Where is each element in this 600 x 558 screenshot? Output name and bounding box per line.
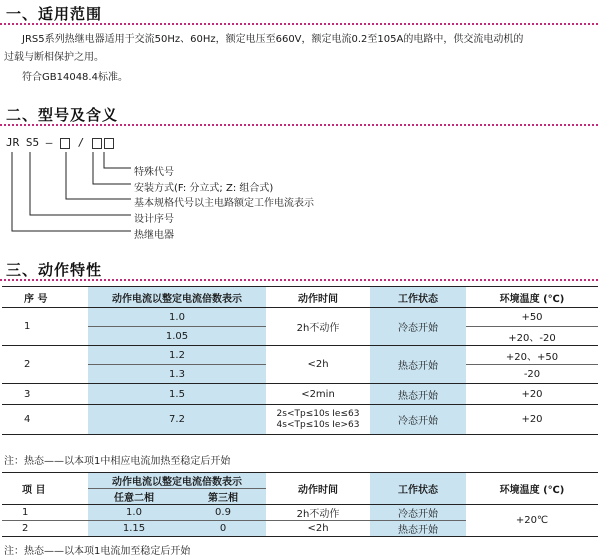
- table-cell: 4s<Tp≤10s Ie>63: [276, 419, 360, 430]
- table-cell: 2h不动作: [296, 509, 340, 520]
- table-cell: <2min: [301, 388, 335, 400]
- table-cell: 2: [22, 523, 29, 534]
- model-label-special-code: 特殊代号: [134, 167, 174, 178]
- model-label-mounting: 安装方式(F: 分立式; Z: 组合式): [134, 183, 274, 194]
- table-cell: <2h: [307, 523, 329, 534]
- table-cell: 1.2: [88, 346, 266, 365]
- col-header-temp: 环境温度 (℃): [466, 473, 598, 505]
- col-header-no: 序 号: [2, 287, 88, 308]
- table-note: 注：热态——以本项1电流加至稳定后开始: [4, 546, 191, 557]
- table-cell: +20℃: [466, 505, 598, 537]
- model-prefix: JR S5 —: [6, 136, 53, 149]
- table-cell: +50: [466, 308, 598, 327]
- table-cell: 冷态开始: [370, 308, 466, 346]
- table-cell: +20: [521, 388, 543, 400]
- col-header-multiple: 动作电流以整定电流倍数表示: [88, 473, 266, 489]
- table-cell: 1.15: [88, 521, 180, 537]
- col-header-time: 动作时间: [266, 287, 370, 308]
- section-scope-heading: [0, 3, 598, 25]
- subheader-two-phase: 任意二相: [88, 489, 180, 505]
- dotted-divider: [0, 124, 598, 126]
- table-cell: +20、-20: [508, 332, 556, 344]
- dotted-divider: [0, 279, 598, 281]
- table-cell: 1.05: [88, 327, 266, 346]
- table-note: 注：热态——以本项1中相应电流加热至稳定后开始: [4, 456, 231, 467]
- table-cell: 2: [2, 346, 88, 384]
- table-cell: 1: [22, 507, 29, 518]
- table-cell: 0: [180, 521, 266, 537]
- table-cell: -20: [523, 368, 541, 380]
- table-cell: 1.3: [88, 365, 266, 384]
- code-box: [104, 138, 114, 149]
- table-cell: +20、+50: [466, 346, 598, 365]
- scope-text-line-1: JRS5系列热继电器适用于交流50Hz、60Hz，额定电压至660V，额定电流0.2至105A的电路中，供交流电动机的: [22, 34, 524, 45]
- col-header-state: 工作状态: [370, 473, 466, 505]
- table-cell: 4: [24, 414, 31, 425]
- model-code: [6, 136, 115, 149]
- scope-text-line-3: 符合GB14048.4标准。: [22, 72, 128, 83]
- phase-loss-table: [2, 472, 598, 537]
- table-cell: +20: [521, 414, 543, 425]
- model-slash: /: [77, 136, 85, 149]
- table-cell: 1: [2, 308, 88, 346]
- table-cell: 7.2: [88, 405, 266, 435]
- code-box: [60, 138, 70, 149]
- model-label-rated-current: 基本规格代号以主电路额定工作电流表示: [134, 198, 314, 209]
- section-title: 二、型号及含义: [6, 106, 119, 124]
- subheader-third-phase: 第三相: [180, 489, 266, 505]
- table-cell: <2h: [266, 346, 370, 384]
- dotted-divider: [0, 23, 598, 25]
- col-header-state: 工作状态: [370, 287, 466, 308]
- table-cell: 热态开始: [370, 521, 466, 537]
- code-box: [92, 138, 102, 149]
- table-cell: 1.0: [88, 308, 266, 327]
- table-cell: 冷态开始: [370, 405, 466, 435]
- model-label-design-no: 设计序号: [134, 214, 174, 225]
- col-header-item: 项 目: [2, 473, 88, 505]
- col-header-time: 动作时间: [266, 473, 370, 505]
- col-header-temp: 环境温度 (℃): [466, 287, 598, 308]
- table-cell: 2h不动作: [266, 308, 370, 346]
- section-title: 一、适用范围: [6, 5, 103, 23]
- section-title: 三、动作特性: [6, 261, 103, 279]
- table-cell: 1.5: [88, 384, 266, 405]
- table-cell: 冷态开始: [370, 505, 466, 521]
- table-cell: 热态开始: [370, 384, 466, 405]
- scope-text-line-2: 过载与断相保护之用。: [4, 52, 104, 63]
- table-cell: 2s<Tp≤10s Ie≤63: [276, 408, 360, 419]
- section-model-heading: [0, 104, 598, 126]
- table-cell: 0.9: [180, 505, 266, 521]
- table-cell: 1.0: [88, 505, 180, 521]
- model-label-thermal-relay: 热继电器: [134, 230, 174, 241]
- action-characteristics-table: [2, 286, 598, 435]
- table-cell: 热态开始: [370, 346, 466, 384]
- table-cell: 3: [24, 388, 31, 400]
- col-header-multiple: 动作电流以整定电流倍数表示: [88, 287, 266, 308]
- section-characteristics-heading: [0, 259, 598, 281]
